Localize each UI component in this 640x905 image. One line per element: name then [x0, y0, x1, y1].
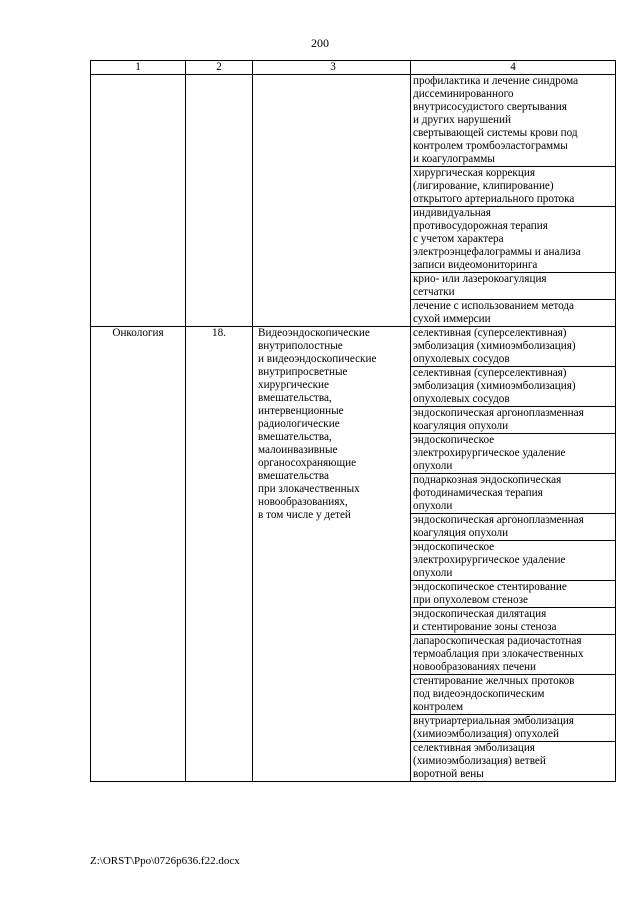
treatment-cell: лапароскопическая радиочастотная термоаблация при злокачественных новообразованиях печени: [411, 635, 616, 675]
column-header-1: 1: [91, 61, 186, 75]
treatment-cell: эндоскопическое электрохирургическое удаление опухоли: [411, 434, 616, 474]
treatment-cell: селективная (суперселективная) эмболизация (химиоэмболизация) опухолевых сосудов: [411, 367, 616, 407]
profile-cell: Онкология: [91, 327, 186, 782]
file-path-footer: Z:\ORST\Ppo\0726p636.f22.docx: [90, 855, 240, 867]
table-row: [91, 327, 616, 367]
treatment-cell: внутриартериальная эмболизация (химиоэмболизация) опухолей: [411, 715, 616, 742]
treatment-cell: эндоскопическая аргоноплазменная коагуляция опухоли: [411, 407, 616, 434]
services-table: [90, 60, 616, 782]
number-cell: 18.: [186, 327, 253, 782]
treatment-cell: индивидуальная противосудорожная терапия с учетом характера электроэнцефалограммы и анализа записи видеомониторинга: [411, 207, 616, 273]
treatment-cell: селективная эмболизация (химиоэмболизация) ветвей воротной вены: [411, 742, 616, 782]
intervention-cell: [253, 75, 411, 327]
treatment-cell: профилактика и лечение синдрома диссеминированного внутрисосудистого свертывания и других нарушений свертывающей системы крови под контролем тромбоэластограммы и коагулограммы: [411, 75, 616, 167]
treatment-cell: эндоскопическое стентирование при опухолевом стенозе: [411, 581, 616, 608]
treatment-cell: лечение с использованием метода сухой иммерсии: [411, 300, 616, 327]
treatment-cell: крио- или лазерокоагуляция сетчатки: [411, 273, 616, 300]
treatment-cell: селективная (суперселективная) эмболизация (химиоэмболизация) опухолевых сосудов: [411, 327, 616, 367]
column-header-4: 4: [411, 61, 616, 75]
column-header-2: 2: [186, 61, 253, 75]
page-number: 200: [311, 36, 329, 50]
intervention-cell: Видеоэндоскопические внутриполостные и видеоэндоскопические внутрипросветные хирургические вмешательства, интервенционные радиологические вмешательства, малоинвазивные органосохраняющие вмешательства при злокачественных новообразованиях, в том числе у детей: [253, 327, 411, 782]
table-row: [91, 75, 616, 167]
column-header-3: 3: [253, 61, 411, 75]
header-row: [91, 61, 616, 75]
treatment-cell: хирургическая коррекция (лигирование, клипирование) открытого артериального протока: [411, 167, 616, 207]
profile-cell: [91, 75, 186, 327]
number-cell: [186, 75, 253, 327]
treatment-cell: эндоскопическая аргоноплазменная коагуляция опухоли: [411, 514, 616, 541]
treatment-cell: поднаркозная эндоскопическая фотодинамическая терапия опухоли: [411, 474, 616, 514]
treatment-cell: эндоскопическая дилятация и стентирование зоны стеноза: [411, 608, 616, 635]
treatment-cell: эндоскопическое электрохирургическое удаление опухоли: [411, 541, 616, 581]
treatment-cell: стентирование желчных протоков под видеоэндоскопическим контролем: [411, 675, 616, 715]
